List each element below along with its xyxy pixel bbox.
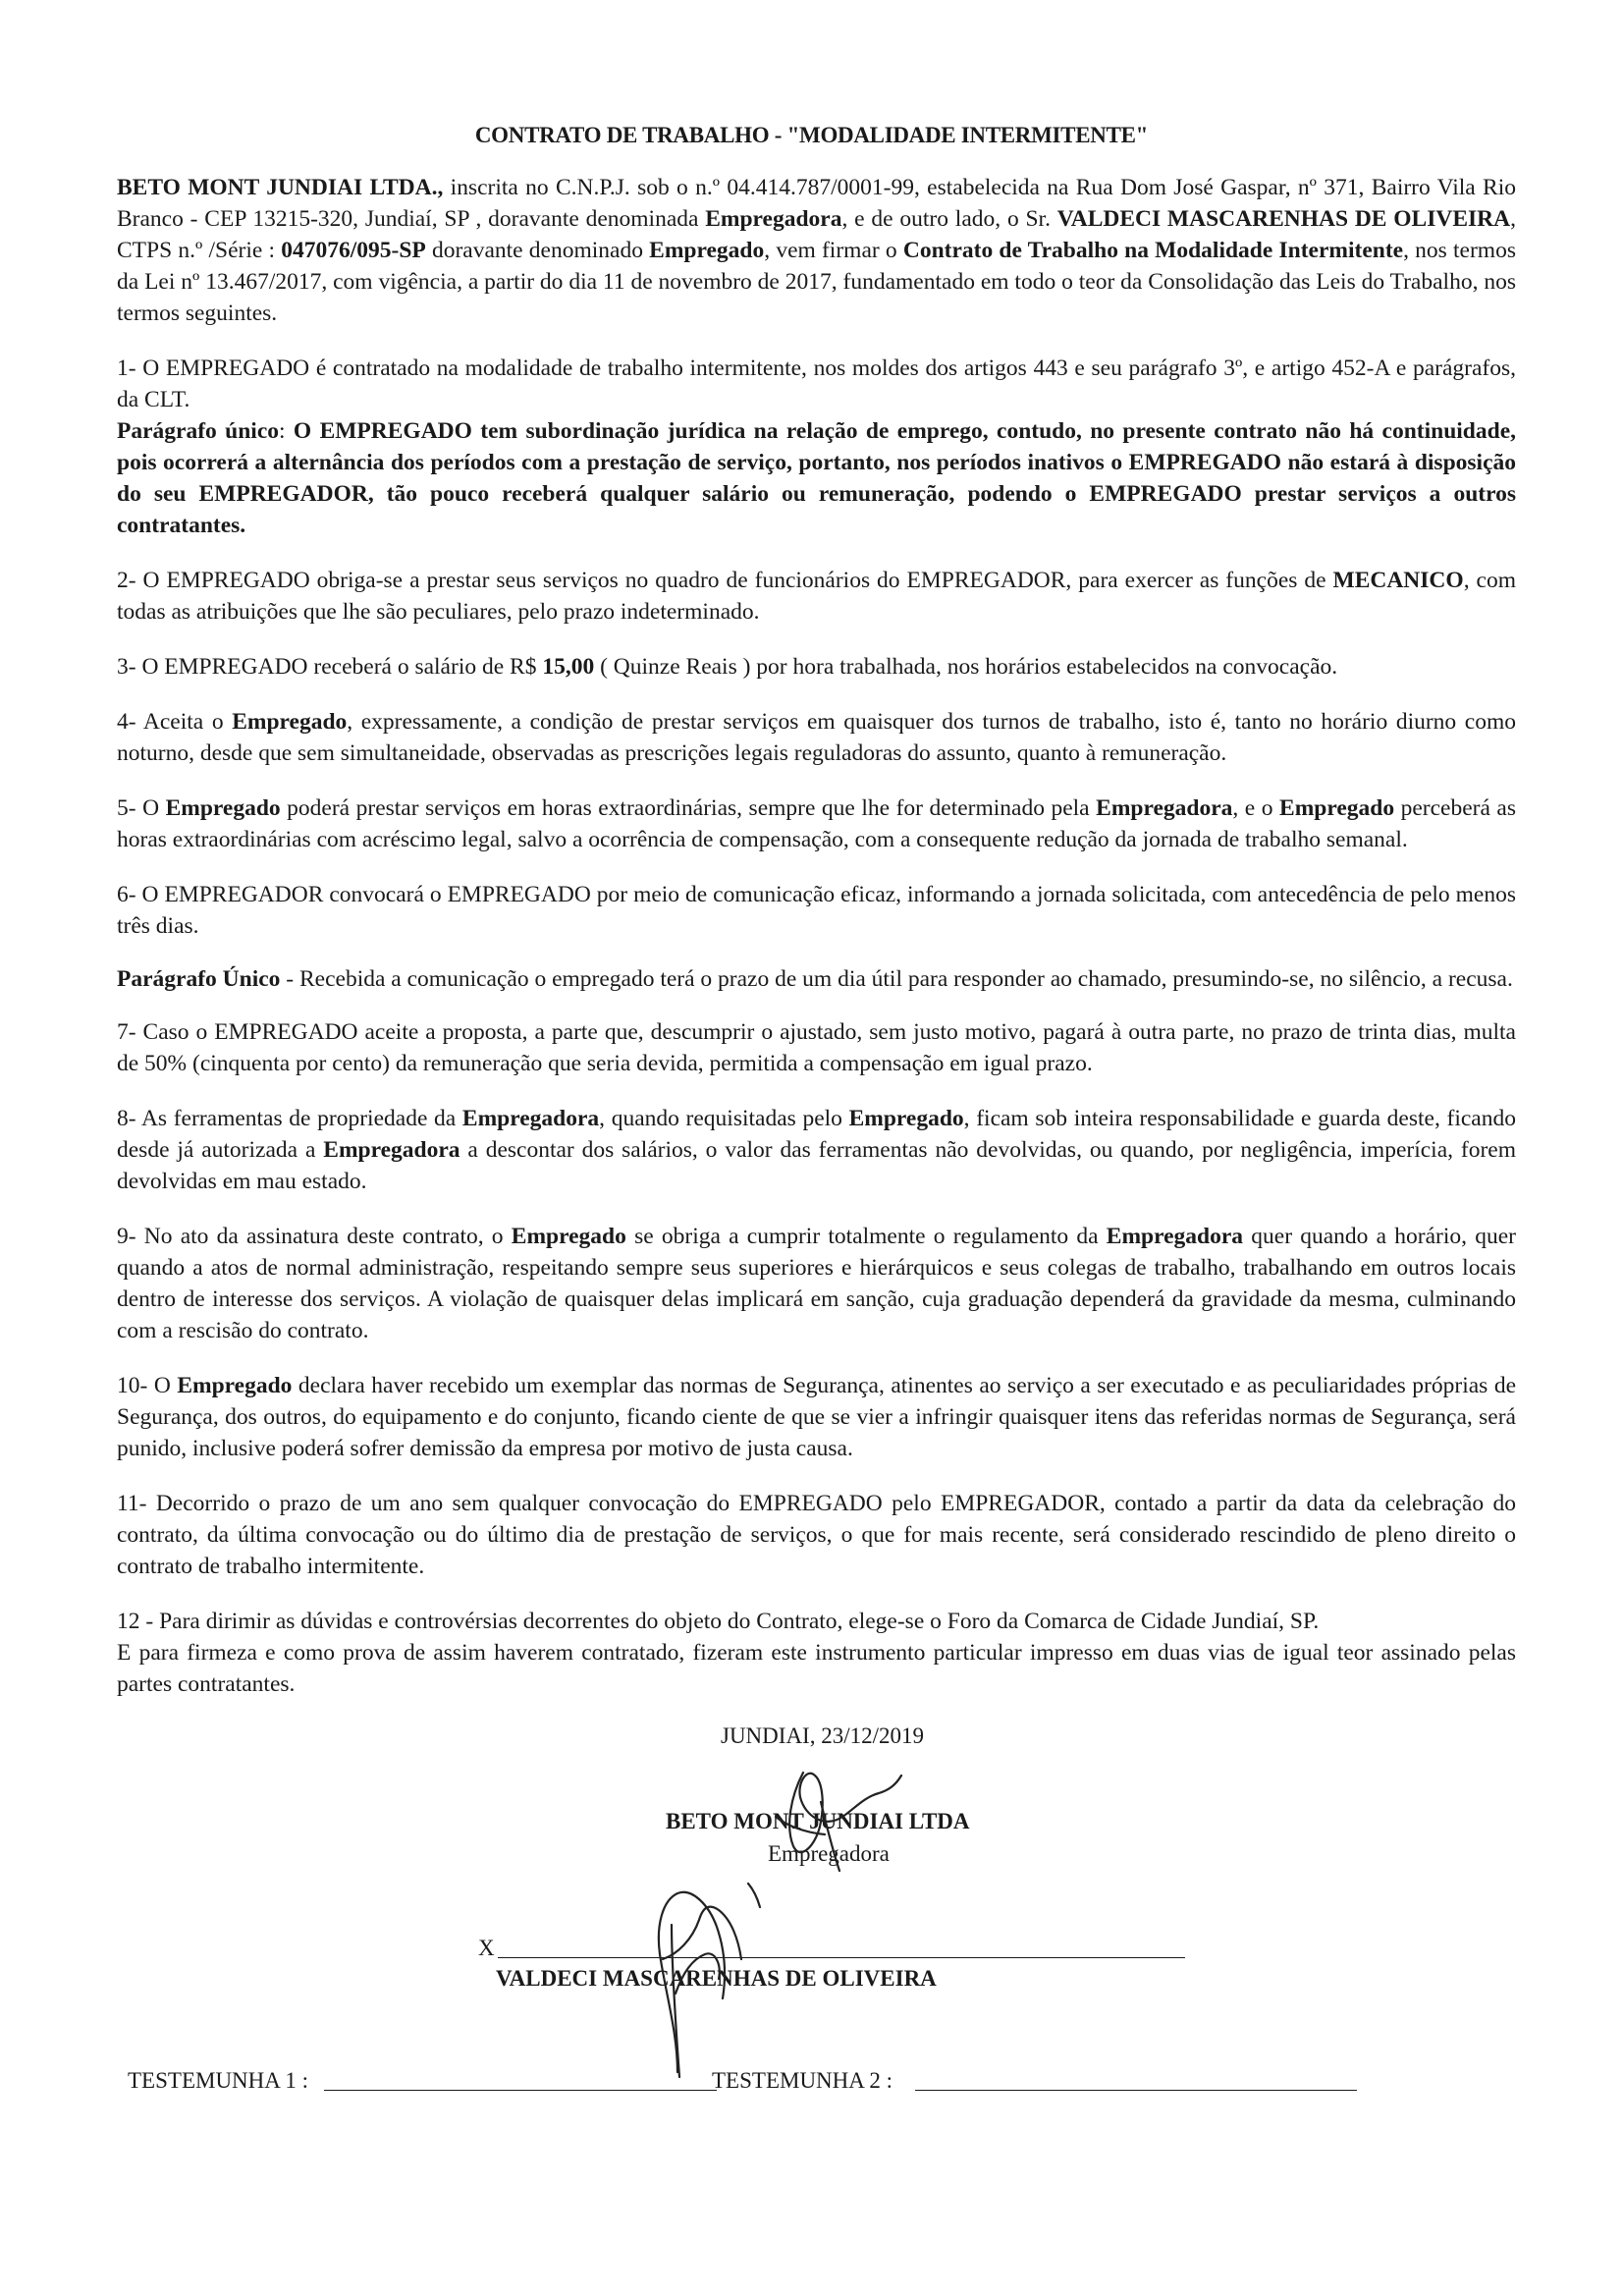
company-signature-role: Empregadora [768,1841,890,1866]
x-mark: X [478,1936,495,1960]
clause-4: 4- Aceita o Empregado, expressamente, a condição de prestar serviços em quaisquer dos turnos de trabalho, isto é, tanto no horário diurno como noturno, desde que sem simultaneidade, observadas as prescrições legais reguladoras do assunto, quanto à remuneração. [117,709,1516,766]
company-name-intro: BETO MONT JUNDIAI LTDA., [117,175,444,200]
clause-9: 9- No ato da assinatura deste contrato, o Empregado se obriga a cumprir totalmente o regulamento da Empregadora quer quando a horário, quer quando a atos de normal administração, respeitando sempre seus superiores e hierárquicos e seus colegas de trabalho, trabalhando em outros locais dentro de interesse dos serviços. A violação de quaisquer delas implicará em sanção, cuja graduação dependerá da gravidade da mesma, culminando com a rescisão do contrato. [117,1224,1516,1343]
clause-3: 3- O EMPREGADO receberá o salário de R$ 15,00 ( Quinze Reais ) por hora trabalhada, nos horários estabelecidos na convocação. [117,654,1338,680]
job-role: MECANICO [1332,568,1464,593]
document-title: CONTRATO DE TRABALHO - "MODALIDADE INTERMITENTE" [474,123,1149,147]
witness-1-line [324,2090,717,2091]
clause-6: 6- O EMPREGADOR convocará o EMPREGADO por meio de comunicação eficaz, informando a jornada solicitada, com antecedência de pelo menos três dias. [117,882,1516,939]
clause-1: 1- O EMPREGADO é contratado na modalidade de trabalho intermitente, nos moldes dos artigos 443 e seu parágrafo 3º, e artigo 452-A e parágrafos, da CLT. [117,355,1516,412]
closing-paragraph: E para firmeza e como prova de assim haverem contratado, fizeram este instrumento particular impresso em duas vias de igual teor assinado pelas partes contratantes. [117,1640,1516,1697]
clause-1-paragraph: Parágrafo único: O EMPREGADO tem subordinação jurídica na relação de emprego, contudo, no presente contrato não há continuidade, pois ocorrerá a alternância dos períodos com a prestação de serviço, portanto, nos períodos inativos o EMPREGADO não estará à disposição do seu EMPREGADOR, tão pouco receberá qualquer salário ou remuneração, podendo o EMPREGADO prestar serviços a outros contratantes. [117,418,1516,538]
place-date: JUNDIAI, 23/12/2019 [721,1723,924,1748]
employee-name-intro: VALDECI MASCARENHAS DE OLIVEIRA [1056,206,1511,232]
intro-paragraph: BETO MONT JUNDIAI LTDA., inscrita no C.N.P.J. sob o n.º 04.414.787/0001-99, estabelecida na Rua Dom José Gaspar, nº 371, Bairro Vila Rio Branco - CEP 13215-320, Jundiaí, SP , doravante denominada Empregadora, e de outro lado, o Sr. VALDECI MASCARENHAS DE OLIVEIRA, CTPS n.º /Série : 047076/095-SP doravante denominado Empregado, vem firmar o Contrato de Trabalho na Modalidade Intermitente, nos termos da Lei nº 13.467/2017, com vigência, a partir do dia 11 de novembro de 2017, fundamentado em todo o teor da Consolidação das Leis do Trabalho, nos termos seguintes. [117,175,1516,326]
clause-10: 10- O Empregado declara haver recebido um exemplar das normas de Segurança, atinentes ao serviço a ser executado e as peculiaridades próprias de Segurança, dos outros, do equipamento e do conjunto, ficando ciente de que se vier a infringir quaisquer itens das referidas normas de Segurança, será punido, inclusive poderá sofrer demissão da empresa por motivo de justa causa. [117,1373,1517,1461]
company-signature-name: BETO MONT JUNDIAI LTDA [666,1809,970,1833]
employee-signature-line [498,1957,1185,1958]
clause-11: 11- Decorrido o prazo de um ano sem qualquer convocação do EMPREGADO pelo EMPREGADOR, contado a partir da data da celebração do contrato, da última convocação ou do último dia de prestação de serviços, o que for mais recente, será considerado rescindido de pleno direito o contrato de trabalho intermitente. [117,1491,1516,1579]
employee-signature-name: VALDECI MASCARENHAS DE OLIVEIRA [496,1966,937,1991]
clause-8: 8- As ferramentas de propriedade da Empregadora, quando requisitadas pelo Empregado, ficam sob inteira responsabilidade e guarda deste, ficando desde já autorizada a Empregadora a descontar dos salários, o valor das ferramentas não devolvidas, ou quando, por negligência, imperícia, forem devolvidas em mau estado. [117,1106,1516,1194]
witness-2-label: TESTEMUNHA 2 : [712,2068,893,2093]
witness-1-label: TESTEMUNHA 1 : [128,2068,308,2093]
clause-5: 5- O Empregado poderá prestar serviços em horas extraordinárias, sempre que lhe for determinado pela Empregadora, e o Empregado perceberá as horas extraordinárias com acréscimo legal, salvo a ocorrência de compensação, com a consequente redução da jornada de trabalho semanal. [117,795,1517,852]
clause-12: 12 - Para dirimir as dúvidas e controvérsias decorrentes do objeto do Contrato, elege-se o Foro da Comarca de Cidade Jundiaí, SP. [117,1609,1320,1634]
clause-7: 7- Caso o EMPREGADO aceite a proposta, a parte que, descumprir o ajustado, sem justo motivo, pagará à outra parte, no prazo de trinta dias, multa de 50% (cinquenta por cento) da remuneração que seria devida, permitida a compensação em igual prazo. [117,1019,1516,1076]
clause-6-paragraph: Parágrafo Único - Recebida a comunicação o empregado terá o prazo de um dia útil para responder ao chamado, presumindo-se, no silêncio, a recusa. [117,966,1513,992]
hourly-wage: 15,00 [542,654,595,680]
clause-2: 2- O EMPREGADO obriga-se a prestar seus serviços no quadro de funcionários do EMPREGADOR, para exercer as funções de MECANICO, com todas as atribuições que lhe são peculiares, pelo prazo indeterminado. [117,568,1516,625]
witness-2-line [915,2090,1357,2091]
ctps-number: 047076/095-SP [281,238,426,263]
